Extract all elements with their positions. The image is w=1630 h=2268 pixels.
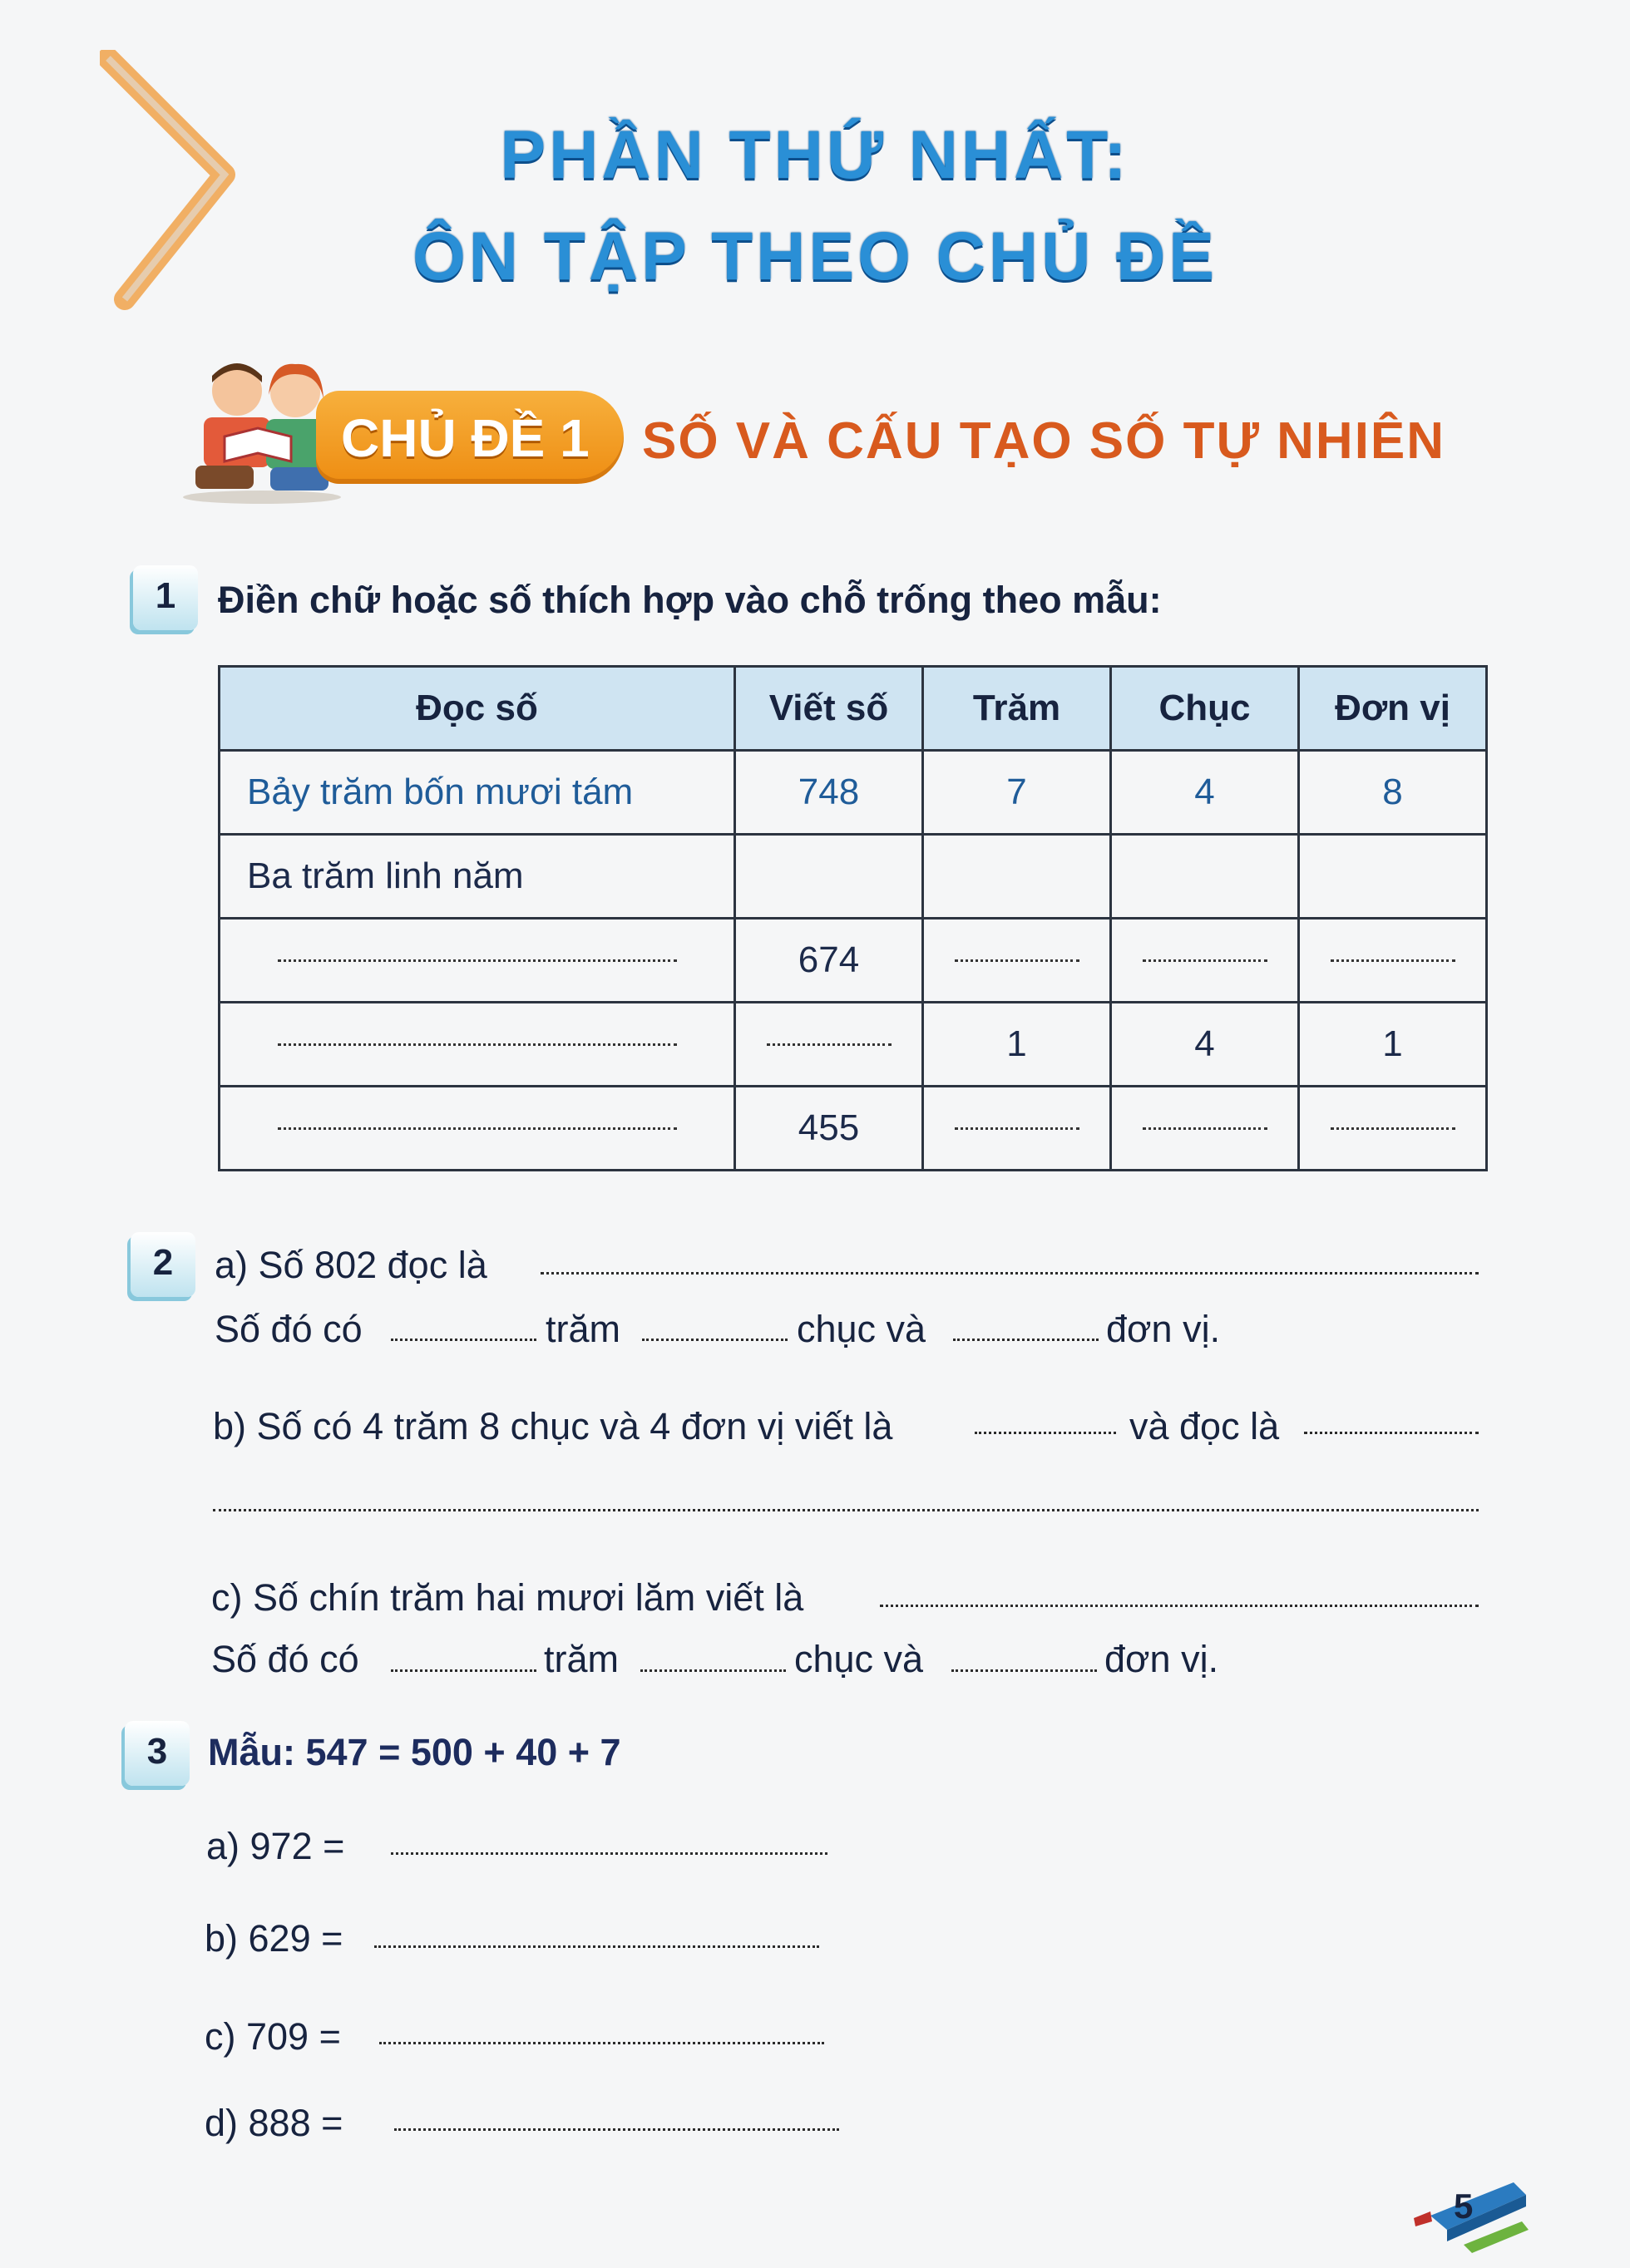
cell-viet-so: 674	[735, 919, 923, 1003]
answer-blank[interactable]	[394, 2128, 839, 2131]
word-tram: trăm	[544, 1638, 619, 1680]
answer-blank[interactable]	[379, 2042, 824, 2044]
cell-tram-blank[interactable]	[923, 1087, 1111, 1171]
cell-tram-blank[interactable]	[923, 919, 1111, 1003]
answer-blank[interactable]	[541, 1272, 1479, 1275]
header-tram: Trăm	[923, 667, 1111, 751]
header-viet-so: Viết số	[735, 667, 923, 751]
exercise-3c: c) 709 =	[205, 2015, 341, 2058]
answer-blank[interactable]	[951, 1669, 1097, 1672]
page-title-line-2: ÔN TẬP THEO CHỦ ĐỀ	[412, 219, 1218, 294]
cell-don-vi: 1	[1299, 1003, 1487, 1087]
cell-chuc: 4	[1111, 1003, 1299, 1087]
cell-don-vi-blank[interactable]	[1299, 835, 1487, 919]
table-row	[220, 1003, 1487, 1087]
table-row	[220, 835, 1487, 919]
cell-viet-so-blank[interactable]	[735, 1003, 923, 1087]
answer-blank[interactable]	[880, 1605, 1479, 1607]
answer-blank[interactable]	[642, 1339, 788, 1341]
table-header-row	[220, 667, 1487, 751]
cell-tram: 1	[923, 1003, 1111, 1087]
cell-don-vi-blank[interactable]	[1299, 919, 1487, 1003]
exercise-1-instruction: Điền chữ hoặc số thích hợp vào chỗ trống theo mẫu:	[218, 579, 1162, 621]
answer-blank[interactable]	[391, 1339, 536, 1341]
exercise-2-number: 2	[131, 1232, 195, 1297]
answer-blank[interactable]	[391, 1852, 827, 1855]
header-don-vi: Đơn vị	[1299, 667, 1487, 751]
table-row	[220, 919, 1487, 1003]
answer-blank[interactable]	[374, 1945, 819, 1948]
answer-blank[interactable]	[975, 1432, 1116, 1434]
topic-badge: CHỦ ĐỀ 1	[341, 408, 590, 468]
cell-doc-so-blank[interactable]	[220, 919, 735, 1003]
cell-don-vi: 8	[1299, 751, 1487, 835]
exercise-2b-text: b) Số có 4 trăm 8 chục và 4 đơn vị viết là	[213, 1405, 893, 1447]
cell-tram: 7	[923, 751, 1111, 835]
word-chuc-va: chục và	[794, 1638, 924, 1680]
cell-viet-so: 455	[735, 1087, 923, 1171]
page-number: 5	[1454, 2187, 1474, 2226]
topic-title: SỐ VÀ CẤU TẠO SỐ TỰ NHIÊN	[642, 412, 1446, 470]
exercise-3d: d) 888 =	[205, 2102, 343, 2144]
table-row	[220, 1087, 1487, 1171]
answer-blank[interactable]	[953, 1339, 1099, 1341]
cell-viet-so: 748	[735, 751, 923, 835]
cell-chuc-blank[interactable]	[1111, 919, 1299, 1003]
cell-don-vi-blank[interactable]	[1299, 1087, 1487, 1171]
exercise-3-number: 3	[125, 1721, 190, 1786]
cell-doc-so: Ba trăm linh năm	[220, 835, 735, 919]
exercise-3-example: Mẫu: 547 = 500 + 40 + 7	[208, 1731, 621, 1773]
word-don-vi: đơn vị.	[1104, 1638, 1219, 1680]
cell-viet-so-blank[interactable]	[735, 835, 923, 919]
cell-tram-blank[interactable]	[923, 835, 1111, 919]
cell-chuc: 4	[1111, 751, 1299, 835]
exercise-3a: a) 972 =	[206, 1825, 345, 1867]
header-chuc: Chục	[1111, 667, 1299, 751]
answer-blank[interactable]	[640, 1669, 786, 1672]
answer-blank[interactable]	[1304, 1432, 1479, 1434]
table-row	[220, 751, 1487, 835]
cell-doc-so-blank[interactable]	[220, 1087, 735, 1171]
word-chuc-va: chục và	[797, 1308, 926, 1350]
answer-blank[interactable]	[213, 1509, 1479, 1511]
word-don-vi: đơn vị.	[1106, 1308, 1221, 1350]
exercise-2c-text: c) Số chín trăm hai mươi lăm viết là	[211, 1576, 804, 1619]
header-doc-so: Đọc số	[220, 667, 735, 751]
exercise-1-number: 1	[133, 565, 198, 630]
cell-doc-so-blank[interactable]	[220, 1003, 735, 1087]
cell-doc-so: Bảy trăm bốn mươi tám	[220, 751, 735, 835]
exercise-1-table	[218, 665, 1488, 1171]
word-tram: trăm	[546, 1308, 620, 1350]
answer-blank[interactable]	[391, 1669, 536, 1672]
exercise-2a-line2-start: Số đó có	[215, 1308, 363, 1350]
exercise-2a-text: a) Số 802 đọc là	[215, 1244, 487, 1286]
cell-chuc-blank[interactable]	[1111, 1087, 1299, 1171]
exercise-3b: b) 629 =	[205, 1917, 343, 1960]
cell-chuc-blank[interactable]	[1111, 835, 1299, 919]
page-title-line-1: PHẦN THỨ NHẤT:	[500, 117, 1130, 193]
exercise-2c-line2-start: Số đó có	[211, 1638, 359, 1680]
exercise-2b-mid: và đọc là	[1129, 1405, 1280, 1447]
